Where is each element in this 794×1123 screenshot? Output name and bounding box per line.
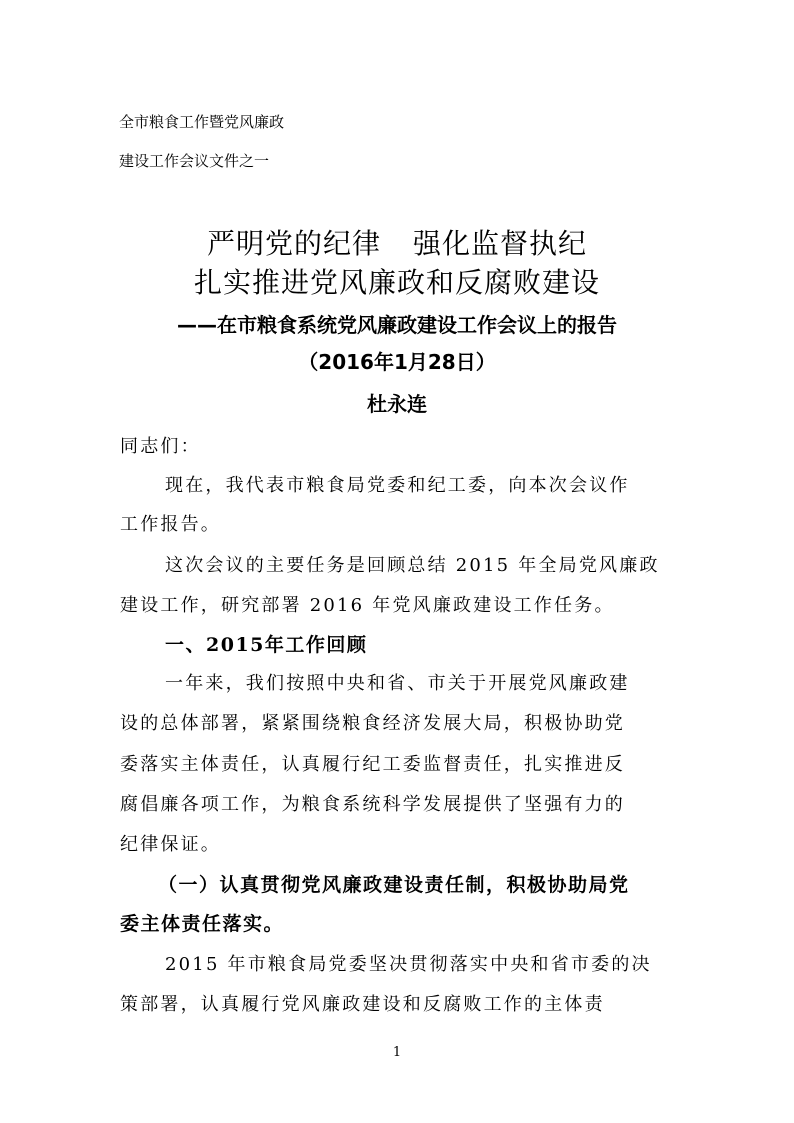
paragraph-2-line-2: 建设工作，研究部署 2016 年党风廉政建设工作任务。 xyxy=(120,595,615,616)
title-line-1-part-2: 强化监督执纪 xyxy=(413,227,588,260)
paragraph-4-line-2: 策部署，认真履行党风廉政建设和反腐败工作的主体责 xyxy=(120,994,605,1015)
paragraph-3-line-2: 设的总体部署，紧紧围绕粮食经济发展大局，积极协助党 xyxy=(120,713,625,734)
title-line-1 xyxy=(0,222,794,262)
subheading-1-line-1: （一）认真贯彻党风廉政建设责任制，积极协助局党 xyxy=(158,874,630,896)
title-line-1-part-1: 严明党的纪律 xyxy=(206,227,381,260)
paragraph-3-line-4: 腐倡廉各项工作，为粮食系统科学发展提供了坚强有力的 xyxy=(120,794,625,815)
header-line-2: 建设工作会议文件之一 xyxy=(119,152,270,170)
paragraph-1-line-1: 现在，我代表市粮食局党委和纪工委，向本次会议作 xyxy=(165,475,630,496)
paragraph-3-line-1: 一年来，我们按照中央和省、市关于开展党风廉政建 xyxy=(165,673,630,694)
author-name: 杜永连 xyxy=(367,392,427,416)
paragraph-3-line-3: 委落实主体责任，认真履行纪工委监督责任，扎实推进反 xyxy=(120,754,625,775)
header-line-1: 全市粮食工作暨党风廉政 xyxy=(119,113,285,131)
paragraph-4-line-1: 2015 年市粮食局党委坚决贯彻落实中央和省市委的决 xyxy=(165,954,652,975)
section-heading-1: 一、2015年工作回顾 xyxy=(165,634,368,656)
paragraph-1-line-2: 工作报告。 xyxy=(120,514,221,535)
title-line-2: 扎实推进党风廉政和反腐败建设 xyxy=(193,266,600,299)
report-date: （2016年1月28日） xyxy=(298,350,496,374)
subtitle: ——在市粮食系统党风廉政建设工作会议上的报告 xyxy=(177,313,617,337)
subheading-1-line-2: 委主体责任落实。 xyxy=(120,913,285,935)
paragraph-2-line-1: 这次会议的主要任务是回顾总结 2015 年全局党风廉政 xyxy=(165,555,660,576)
page-number: 1 xyxy=(392,1045,402,1060)
paragraph-3-line-5: 纪律保证。 xyxy=(120,834,221,855)
salutation: 同志们： xyxy=(120,436,201,457)
